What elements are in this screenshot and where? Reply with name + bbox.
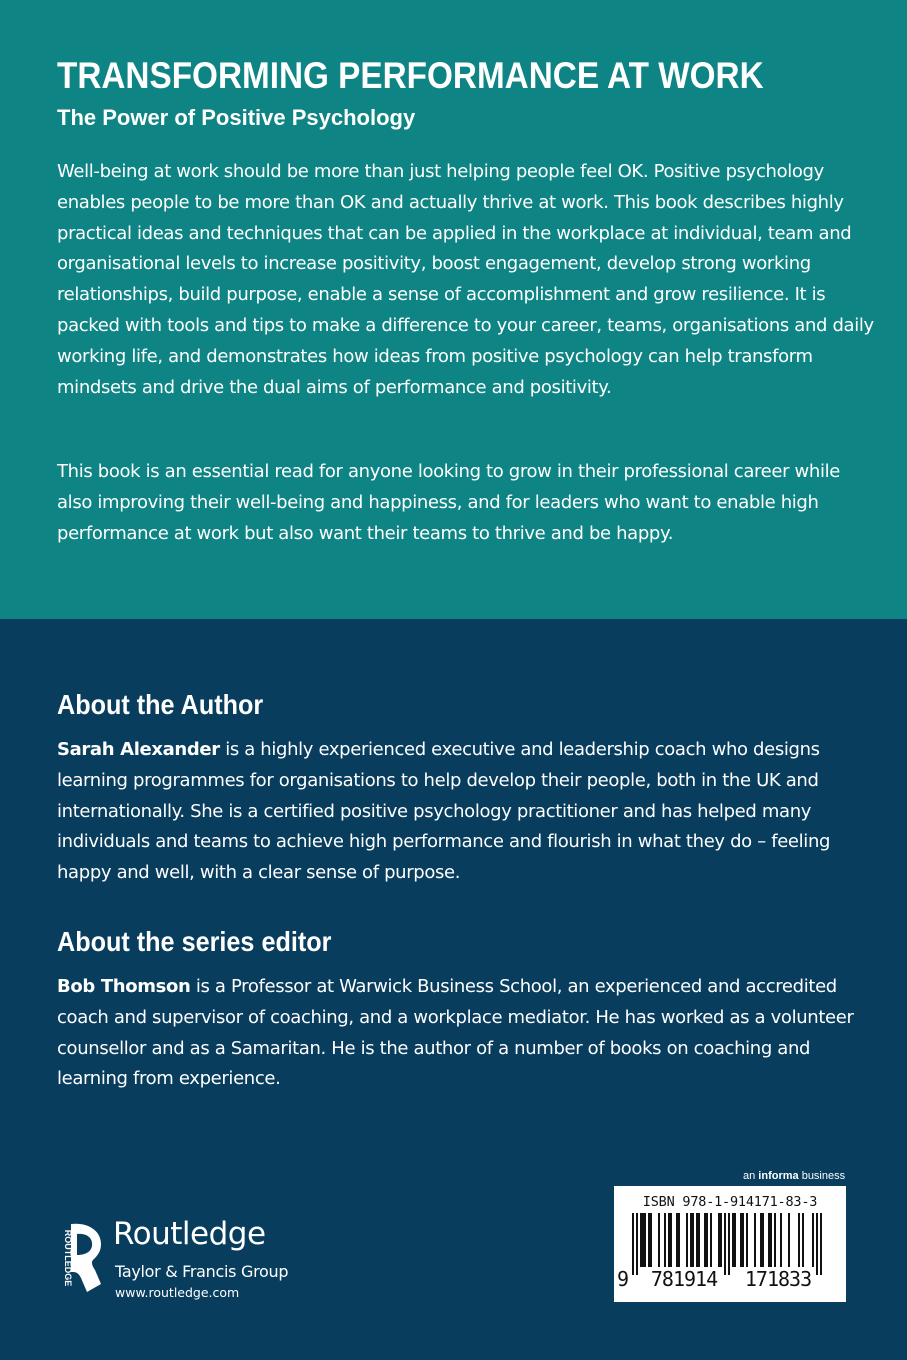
barcode-bar xyxy=(770,1213,772,1267)
author-name: Sarah Alexander xyxy=(57,739,220,760)
barcode-guard-bar xyxy=(636,1213,638,1275)
publisher-group: Taylor & Francis Group xyxy=(115,1262,289,1281)
ean-right-digits: 171833 xyxy=(744,1267,812,1291)
informa-prefix: an xyxy=(743,1170,759,1182)
barcode-bar xyxy=(648,1213,650,1267)
barcode-bar xyxy=(734,1213,736,1267)
barcode-bar xyxy=(698,1213,700,1267)
editor-bio xyxy=(57,972,877,1095)
barcode-guard-bar xyxy=(728,1213,730,1275)
editor-name: Bob Thomson xyxy=(57,976,191,997)
book-subtitle: The Power of Positive Psychology xyxy=(57,105,416,130)
barcode-bar xyxy=(798,1213,800,1267)
barcode-guard-bar xyxy=(632,1213,634,1275)
barcode-bar xyxy=(710,1213,712,1267)
barcode-bar xyxy=(706,1213,708,1267)
barcode-bar xyxy=(644,1213,646,1267)
barcode-bar xyxy=(642,1213,644,1267)
informa-brand: informa xyxy=(758,1170,799,1182)
informa-business-label xyxy=(743,1169,845,1183)
author-bio-text: is a highly experienced executive and leadership coach who designs learning programmes for organisations to help develop their people, both in the UK and internationally. She is a certified positive psychology practitioner and has helped many individuals and teams to achieve high performance and flourish in what they do – feeling happy and well, with a clear sense of purpose. xyxy=(57,739,831,884)
barcode-bar xyxy=(812,1213,814,1267)
editor-bio-text: is a Professor at Warwick Business School, an experienced and accredited coach and supervisor of coaching, and a workplace mediator. He has worked as a volunteer counsellor and as a Samaritan. He is the author of a number of books on coaching and learning from experience. xyxy=(57,976,854,1090)
barcode-bar xyxy=(640,1213,642,1267)
barcode-bar xyxy=(774,1213,776,1267)
vertical-brand-text: ROUTLEDGE xyxy=(63,1229,73,1287)
barcode-bar xyxy=(678,1213,680,1267)
routledge-head-icon xyxy=(57,1222,103,1294)
barcode-bar xyxy=(718,1213,720,1267)
blurb-paragraph-2: This book is an essential read for anyone looking to grow in their professional career while also improving their well-being and happiness, and for leaders who want to enable high performance at work but also want their teams to thrive and be happy. xyxy=(57,461,840,544)
barcode-bar xyxy=(740,1213,742,1267)
barcode-guard-bar xyxy=(816,1213,818,1275)
barcode-bar xyxy=(802,1213,804,1267)
blurb-paragraph-1: Well-being at work should be more than just helping people feel OK. Positive psychology enables people to be more than OK and actually thrive at work. This book describes highly practical ideas and techniques that can be applied in the workplace at individual, team and organisational levels to increase positivity, boost engagement, develop strong working relationships, build purpose, enable a sense of accomplishment and grow resilience. It is packed with tools and tips to make a difference to your career, teams, organisations and daily working life, and demonstrates how ideas from positive psychology can help transform mindsets and drive the dual aims of performance and positivity. xyxy=(57,161,874,398)
publisher-url[interactable]: www.routledge.com xyxy=(115,1285,240,1300)
barcode-bar xyxy=(650,1213,652,1267)
barcode-bar xyxy=(754,1213,756,1267)
barcode-bar xyxy=(686,1213,688,1267)
barcode-bar xyxy=(676,1213,678,1267)
routledge-logo xyxy=(57,1218,317,1308)
barcode-bar xyxy=(762,1213,764,1267)
barcode-guard-bar xyxy=(820,1213,822,1275)
barcode-bar xyxy=(780,1213,782,1267)
barcode-bar xyxy=(658,1213,660,1267)
ean-first-digit: 9 xyxy=(617,1267,630,1291)
barcode-bar xyxy=(692,1213,694,1267)
barcode-bar xyxy=(668,1213,670,1267)
barcode-bar xyxy=(704,1213,706,1267)
isbn-label: ISBN 978-1-914171-83-3 xyxy=(642,1194,818,1210)
barcode-bar xyxy=(742,1213,744,1267)
barcode-bar xyxy=(690,1213,692,1267)
barcode-bar xyxy=(760,1213,762,1267)
author-bio xyxy=(57,735,877,889)
about-editor-heading: About the series editor xyxy=(57,926,332,957)
barcode-bar xyxy=(696,1213,698,1267)
barcode-bar xyxy=(720,1213,722,1267)
barcode-bar xyxy=(664,1213,666,1267)
barcode-bar xyxy=(746,1213,748,1267)
top-teal-panel xyxy=(0,0,907,619)
book-title: TRANSFORMING PERFORMANCE AT WORK xyxy=(57,55,764,96)
barcode-bar xyxy=(768,1213,770,1267)
barcode-bar xyxy=(732,1213,734,1267)
ean-left-digits: 781914 xyxy=(650,1267,718,1291)
isbn-barcode xyxy=(614,1186,846,1302)
informa-suffix: business xyxy=(798,1170,846,1182)
publisher-name: Routledge xyxy=(113,1216,266,1252)
about-author-heading: About the Author xyxy=(57,689,264,720)
barcode-bar xyxy=(788,1213,790,1267)
barcode-bar xyxy=(670,1213,672,1267)
barcode-guard-bar xyxy=(724,1213,726,1275)
